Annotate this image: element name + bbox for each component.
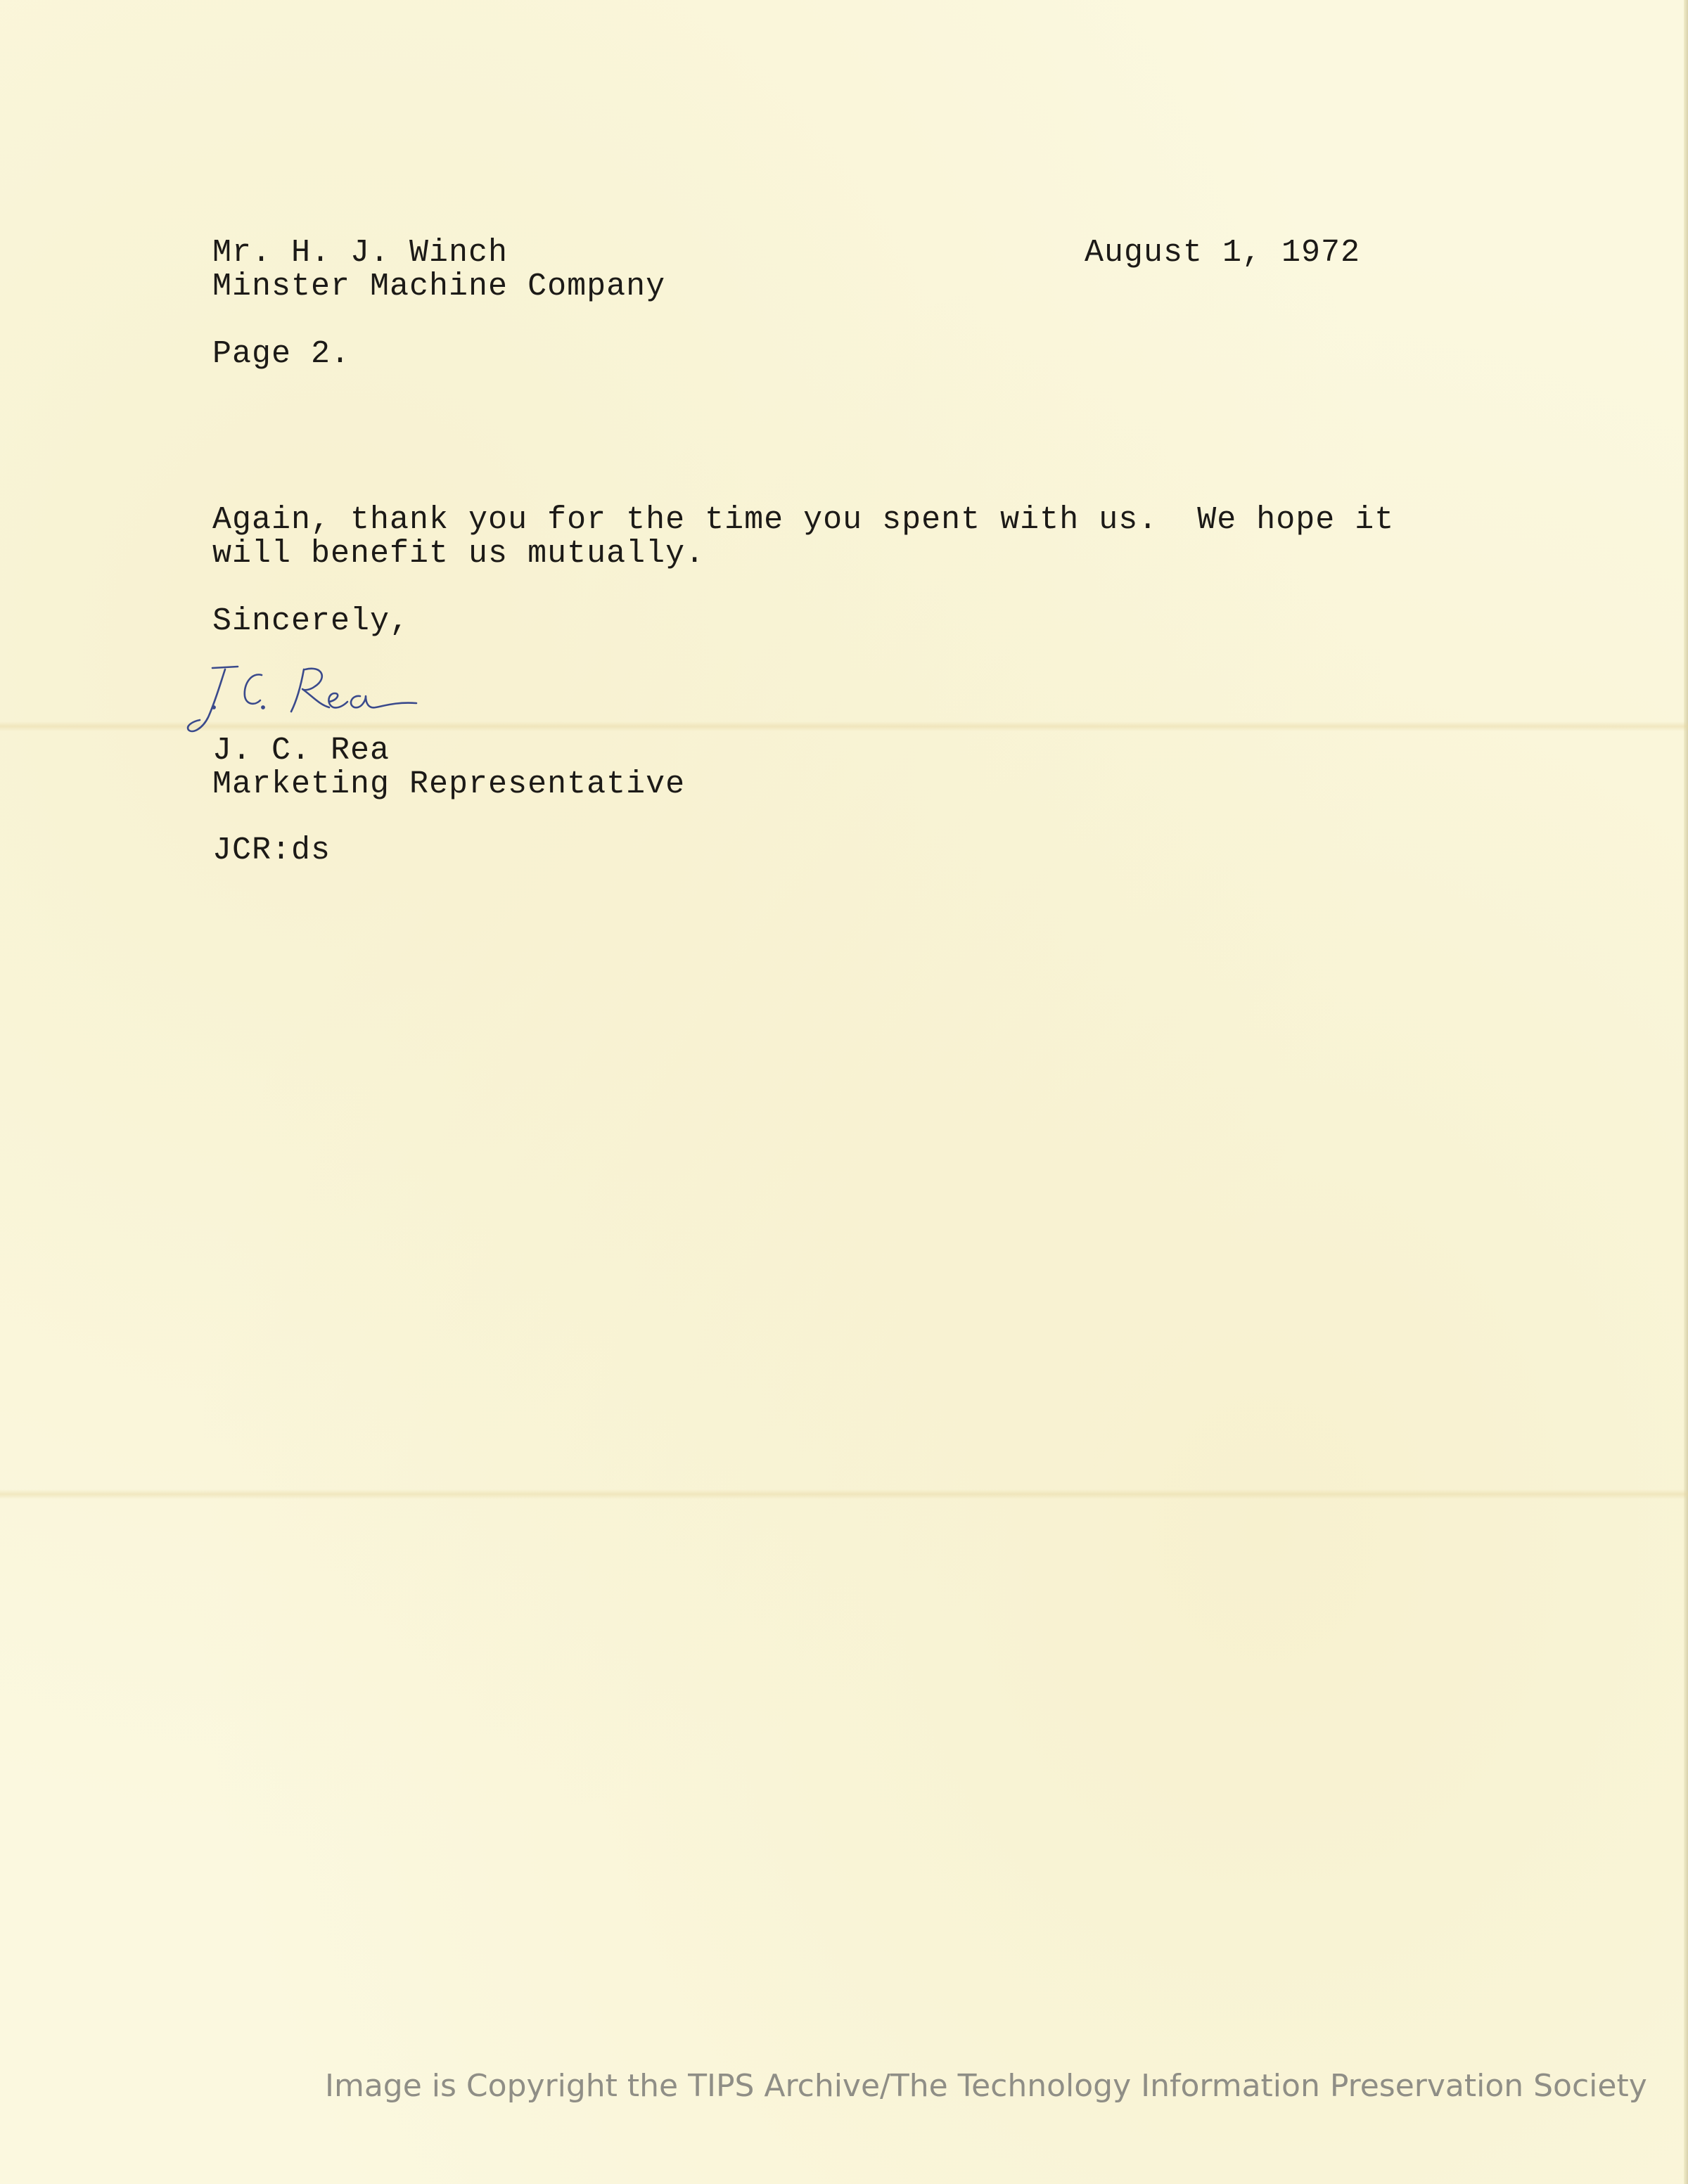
signer-title: Marketing Representative xyxy=(212,766,686,802)
reference-initials: JCR:ds xyxy=(212,833,331,868)
copyright-watermark: Image is Copyright the TIPS Archive/The Technology Information Preservation Society xyxy=(325,2068,1647,2104)
letter-date: August 1, 1972 xyxy=(1085,235,1361,271)
recipient-company: Minster Machine Company xyxy=(212,269,666,304)
recipient-name: Mr. H. J. Winch xyxy=(212,235,509,271)
signer-name: J. C. Rea xyxy=(212,733,390,769)
paper-fold-line xyxy=(0,1489,1688,1499)
closing: Sincerely, xyxy=(212,603,410,639)
page-number: Page 2. xyxy=(212,336,351,372)
paper-edge xyxy=(1684,0,1688,2184)
body-line: Again, thank you for the time you spent with us. We hope it xyxy=(212,502,1395,538)
body-line: will benefit us mutually. xyxy=(212,536,705,572)
